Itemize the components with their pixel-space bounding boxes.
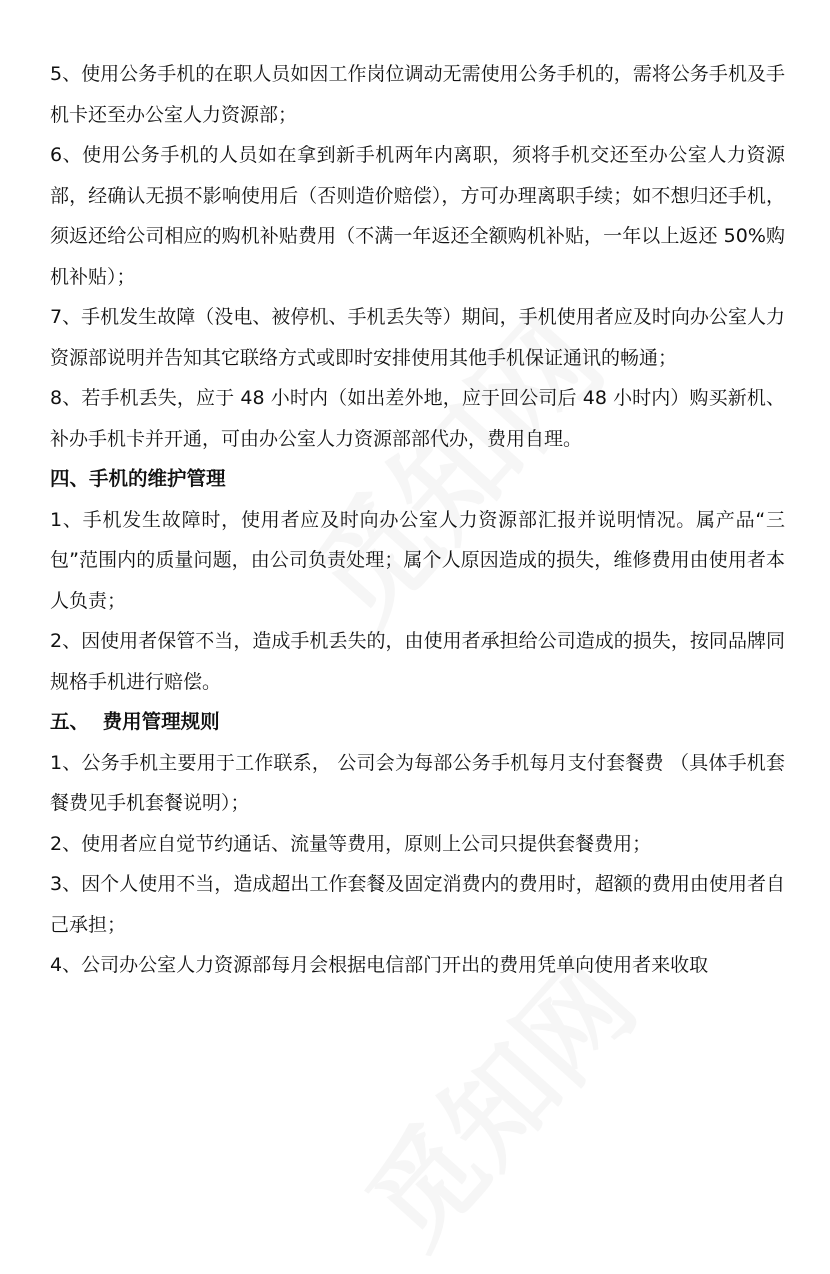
paragraph-rule-7: 7、手机发生故障（没电、被停机、手机丢失等）期间，手机使用者应及时向办公室人力资源部说明并告知其它联络方式或即时安排使用其他手机保证通讯的畅通； — [50, 306, 785, 369]
paragraph-fees-3: 3、因个人使用不当，造成超出工作套餐及固定消费内的费用时，超额的费用由使用者自己承担； — [50, 873, 785, 936]
section-heading-maintenance: 四、手机的维护管理 — [50, 467, 226, 490]
paragraph-rule-5: 5、使用公务手机的在职人员如因工作岗位调动无需使用公务手机的，需将公务手机及手机卡还至办公室人力资源部； — [50, 63, 785, 126]
document-body — [50, 54, 785, 986]
paragraph-rule-8: 8、若手机丢失，应于 48 小时内（如出差外地，应于回公司后 48 小时内）购买新机、补办手机卡并开通，可由办公室人力资源部部代办，费用自理。 — [50, 387, 785, 450]
paragraph-maintenance-1: 1、手机发生故障时，使用者应及时向办公室人力资源部汇报并说明情况。属产品“三包”范围内的质量问题，由公司负责处理；属个人原因造成的损失，维修费用由使用者本人负责； — [50, 508, 785, 612]
section-heading-fees: 五、 费用管理规则 — [50, 710, 220, 733]
paragraph-maintenance-2: 2、因使用者保管不当，造成手机丢失的，由使用者承担给公司造成的损失，按同品牌同规格手机进行赔偿。 — [50, 630, 785, 693]
paragraph-fees-2: 2、使用者应自觉节约通话、流量等费用，原则上公司只提供套餐费用； — [50, 832, 652, 855]
paragraph-rule-6: 6、使用公务手机的人员如在拿到新手机两年内离职，须将手机交还至办公室人力资源部，经确认无损不影响使用后（否则造价赔偿），方可办理离职手续；如不想归还手机，须返还给公司相应的购机补贴费用（不满一年返还全额购机补贴，一年以上返还 50%购机补贴）； — [50, 144, 785, 288]
paragraph-fees-1: 1、公务手机主要用于工作联系， 公司会为每部公务手机每月支付套餐费 （具体手机套餐费见手机套餐说明）； — [50, 751, 785, 814]
paragraph-fees-4: 4、公司办公室人力资源部每月会根据电信部门开出的费用凭单向使用者来收取 — [50, 954, 709, 976]
